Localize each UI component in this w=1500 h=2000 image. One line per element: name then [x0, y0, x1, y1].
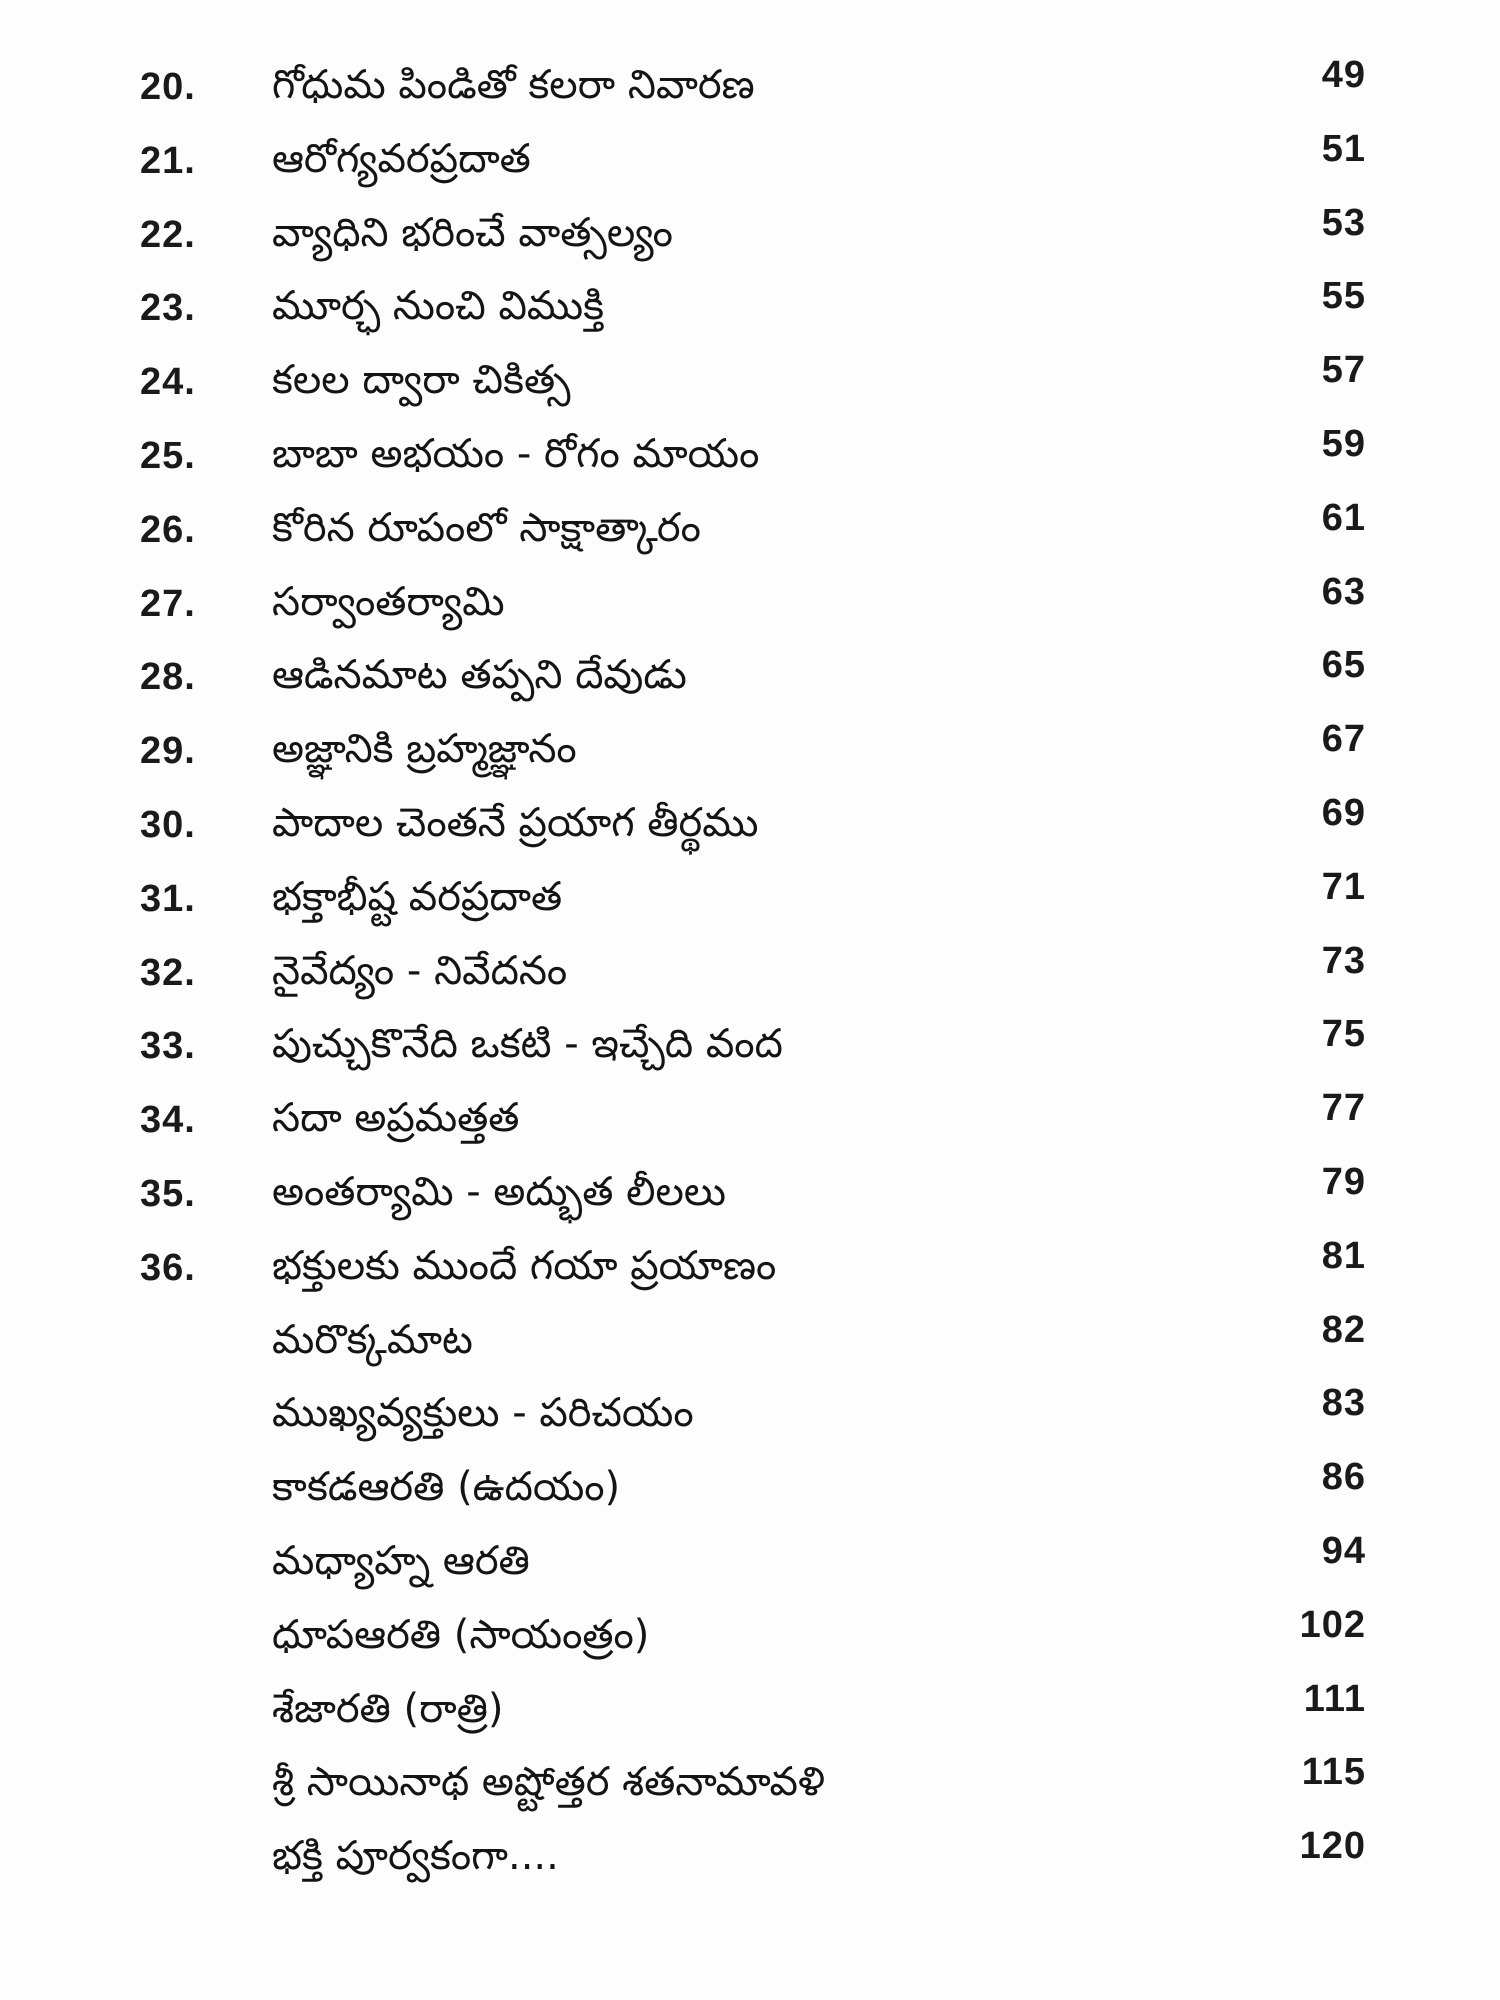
entry-title: శేజారతి (రాత్రి): [272, 1685, 504, 1732]
entry-page-number: 102: [1299, 1603, 1366, 1646]
table-of-contents: [0, 56, 1500, 1901]
entry-number: 31.: [140, 877, 196, 920]
entry-page-number: 111: [1303, 1677, 1366, 1720]
entry-page-number: 83: [1321, 1382, 1366, 1425]
entry-title: అజ్ఞానికి బ్రహ్మజ్ఞానం: [272, 726, 577, 773]
toc-entry: [0, 1308, 1500, 1385]
entry-title: మూర్ఛ నుంచి విముక్తి: [272, 283, 604, 330]
entry-title: భక్తి పూర్వకంగా....: [272, 1833, 559, 1880]
entry-title: సర్వాంతర్యామి: [272, 578, 505, 625]
entry-title: అంతర్యామి - అద్భుత లీలలు: [272, 1168, 727, 1215]
entry-page-number: 115: [1301, 1751, 1366, 1794]
toc-entry: [0, 1458, 1500, 1532]
toc-entry: [0, 1827, 1500, 1901]
entry-title: మధ్యాహ్న ఆరతి: [272, 1537, 530, 1584]
entry-page-number: 75: [1321, 1013, 1366, 1056]
entry-title: సదా అప్రమత్తత: [272, 1095, 520, 1142]
toc-entry: [0, 1160, 1500, 1237]
toc-entry: [0, 496, 1500, 573]
entry-title: వ్యాధిని భరించే వాత్సల్యం: [272, 209, 673, 256]
entry-page-number: 94: [1321, 1529, 1366, 1572]
entry-number: 36.: [140, 1246, 196, 1289]
toc-entry: [0, 56, 1500, 130]
entry-number: 23.: [140, 287, 196, 330]
entry-page-number: 61: [1321, 496, 1366, 539]
entry-title: నైవేద్యం - నివేదనం: [272, 947, 568, 994]
toc-entry: [0, 1234, 1500, 1311]
toc-entry: [0, 939, 1500, 1016]
entry-title: ఆడినమాట తప్పని దేవుడు: [272, 652, 687, 699]
toc-entry: [0, 201, 1500, 278]
entry-title: భక్తులకు ముందే గయా ప్రయాణం: [272, 1242, 777, 1289]
entry-page-number: 63: [1321, 570, 1366, 613]
toc-entry: [0, 1384, 1500, 1458]
entry-number: 24.: [140, 361, 196, 404]
entry-page-number: 71: [1321, 865, 1366, 908]
entry-title: భక్తాభీష్ట వరప్రదాత: [272, 873, 563, 920]
toc-entry: [0, 646, 1500, 720]
entry-number: 21.: [140, 139, 196, 182]
toc-entry: [0, 1015, 1500, 1089]
entry-page-number: 77: [1321, 1087, 1366, 1130]
entry-page-number: 49: [1321, 54, 1366, 96]
toc-entry: [0, 720, 1500, 794]
toc-entry: [0, 422, 1500, 499]
toc-entry: [0, 865, 1500, 942]
toc-entry: [0, 570, 1500, 647]
entry-page-number: 59: [1321, 422, 1366, 465]
entry-page-number: 69: [1321, 791, 1366, 834]
toc-entry: [0, 351, 1500, 425]
toc-entry: [0, 1089, 1500, 1163]
entry-number: 20.: [140, 66, 196, 108]
entry-title: కోరిన రూపంలో సాక్షాత్కారం: [272, 504, 701, 551]
entry-number: 29.: [140, 730, 196, 773]
entry-title: ముఖ్యవ్యక్తులు - పరిచయం: [272, 1390, 694, 1437]
entry-title: పుచ్చుకొనేది ఒకటి - ఇచ్చేది వంద: [272, 1021, 783, 1068]
toc-entry: [0, 1603, 1500, 1680]
entry-page-number: 55: [1321, 275, 1366, 318]
entry-number: 27.: [140, 582, 196, 625]
entry-title: ఆరోగ్యవరప్రదాత: [272, 135, 531, 182]
entry-title: కలల ద్వారా చికిత్స: [272, 357, 571, 404]
toc-entry: [0, 1753, 1500, 1827]
entry-page-number: 82: [1321, 1308, 1366, 1351]
toc-entry: [0, 1677, 1500, 1754]
entry-title: శ్రీ సాయినాథ అష్టోత్తర శతనామావళి: [272, 1759, 825, 1806]
entry-title: కాకడఆరతి (ఉదయం): [272, 1464, 621, 1511]
entry-page-number: 57: [1321, 349, 1366, 392]
entry-number: 25.: [140, 434, 196, 477]
entry-page-number: 120: [1299, 1825, 1366, 1868]
entry-page-number: 65: [1321, 644, 1366, 687]
entry-number: 32.: [140, 951, 196, 994]
toc-entry: [0, 1529, 1500, 1606]
entry-page-number: 67: [1321, 718, 1366, 761]
toc-entry: [0, 277, 1500, 351]
entry-page-number: 79: [1321, 1160, 1366, 1203]
entry-number: 28.: [140, 656, 196, 699]
entry-title: ధూపఆరతి (సాయంత్రం): [272, 1611, 650, 1658]
entry-number: 22.: [140, 213, 196, 256]
toc-entry: [0, 791, 1500, 868]
entry-page-number: 86: [1321, 1456, 1366, 1499]
entry-number: 33.: [140, 1025, 196, 1068]
toc-entry: [0, 127, 1500, 204]
entry-page-number: 51: [1321, 127, 1366, 170]
entry-title: మరొక్కమాట: [272, 1316, 473, 1363]
entry-number: 26.: [140, 508, 196, 551]
entry-page-number: 73: [1321, 939, 1366, 982]
entry-title: బాబా అభయం - రోగం మాయం: [272, 430, 760, 477]
entry-title: పాదాల చెంతనే ప్రయాగ తీర్థము: [272, 799, 759, 846]
entry-number: 35.: [140, 1172, 196, 1215]
entry-page-number: 53: [1321, 201, 1366, 244]
entry-number: 30.: [140, 803, 196, 846]
entry-title: గోధుమ పిండితో కలరా నివారణ: [272, 62, 755, 108]
entry-page-number: 81: [1321, 1234, 1366, 1277]
entry-number: 34.: [140, 1099, 196, 1142]
